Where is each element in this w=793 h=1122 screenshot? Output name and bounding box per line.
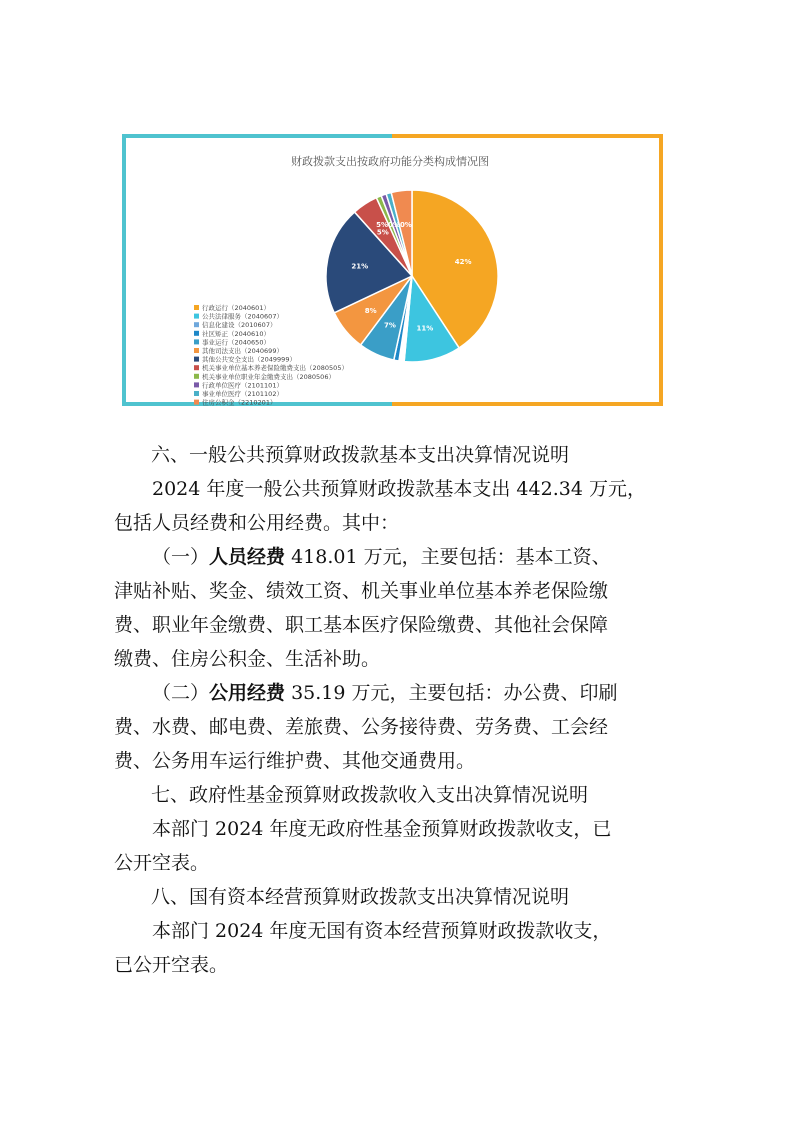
personnel-expense-line: [114, 540, 684, 574]
slice-label: 5%: [376, 228, 389, 237]
slice-label: 8%: [364, 306, 377, 315]
legend-label: 其他公共安全支出（2049999）: [202, 355, 296, 364]
public-expense-text: 35.19 万元，主要包括：办公费、印刷: [285, 682, 618, 704]
chart-title: 财政拨款支出按政府功能分类构成情况图: [291, 155, 489, 168]
public-expense-line: [114, 676, 684, 710]
section-7-paragraph: 本部门 2024 年度无政府性基金预算财政拨款收支，已: [152, 818, 612, 840]
section-6-paragraph-cont: 包括人员经费和公用经费。其中：: [114, 512, 400, 534]
item-prefix: （一）: [152, 546, 210, 568]
personnel-expense-cont: 费、职业年金缴费、职工基本医疗保险缴费、其他社会保障: [114, 614, 609, 636]
slice-label: 11%: [416, 324, 434, 333]
legend-swatch: [194, 382, 199, 387]
pie-chart: [126, 138, 659, 407]
section-6-paragraph: 2024 年度一般公共预算财政拨款基本支出 442.34 万元，: [152, 478, 646, 500]
legend-label: 信息化建设（2010607）: [202, 321, 277, 330]
section-6-heading: 六、一般公共预算财政拨款基本支出决算情况说明: [151, 444, 570, 466]
legend-swatch: [194, 391, 199, 396]
pie-chart-frame: [122, 134, 663, 406]
legend-label: 事业运行（2040650）: [202, 338, 270, 347]
legend-swatch: [194, 322, 199, 327]
legend-label: 行政运行（2040601）: [202, 304, 270, 312]
legend-swatch: [194, 314, 199, 319]
legend-label: 其他司法支出（2040699）: [202, 347, 283, 355]
section-7-paragraph-cont: 公开空表。: [114, 852, 210, 874]
legend-swatch: [194, 357, 199, 362]
public-expense-label: 公用经费: [209, 682, 286, 704]
slice-label: 42%: [454, 257, 472, 266]
legend-label: 机关事业单位职业年金缴费支出（2080506）: [202, 372, 335, 381]
legend-swatch: [194, 331, 199, 336]
legend-swatch: [194, 400, 199, 405]
slice-label: 7%: [383, 321, 396, 330]
legend-label: 住房公积金（2210201）: [202, 398, 277, 407]
legend-label: 机关事业单位基本养老保险缴费支出（2080505）: [202, 364, 348, 373]
legend-swatch: [194, 305, 199, 310]
legend-label: 社区矫正（2040610）: [202, 329, 270, 338]
public-expense-cont: 费、水费、邮电费、差旅费、公务接待费、劳务费、工会经: [114, 716, 609, 738]
legend-label: 行政单位医疗（2101101）: [202, 381, 283, 390]
personnel-expense-cont: 缴费、住房公积金、生活补助。: [114, 648, 381, 670]
legend-swatch: [194, 348, 199, 353]
legend-swatch: [194, 339, 199, 344]
small-slices-label: 5%0%0%: [376, 221, 412, 229]
personnel-expense-cont: 津贴补贴、奖金、绩效工资、机关事业单位基本养老保险缴: [114, 580, 609, 602]
document-body: [114, 438, 684, 982]
legend-label: 公共法律服务（2040607）: [202, 312, 283, 321]
item-prefix: （二）: [152, 682, 210, 704]
section-8-paragraph-cont: 已公开空表。: [114, 954, 229, 976]
section-8-heading: 八、国有资本经营预算财政拨款支出决算情况说明: [151, 886, 570, 908]
public-expense-cont: 费、公务用车运行维护费、其他交通费用。: [114, 750, 476, 772]
section-7-heading: 七、政府性基金预算财政拨款收入支出决算情况说明: [151, 784, 589, 806]
personnel-expense-text: 418.01 万元，主要包括：基本工资、: [285, 546, 611, 568]
personnel-expense-label: 人员经费: [209, 546, 286, 568]
section-8-paragraph: 本部门 2024 年度无国有资本经营预算财政拨款收支，: [152, 920, 612, 942]
legend-swatch: [194, 374, 199, 379]
legend-swatch: [194, 365, 199, 370]
legend-label: 事业单位医疗（2101102）: [202, 390, 283, 398]
slice-label: 21%: [351, 262, 369, 271]
